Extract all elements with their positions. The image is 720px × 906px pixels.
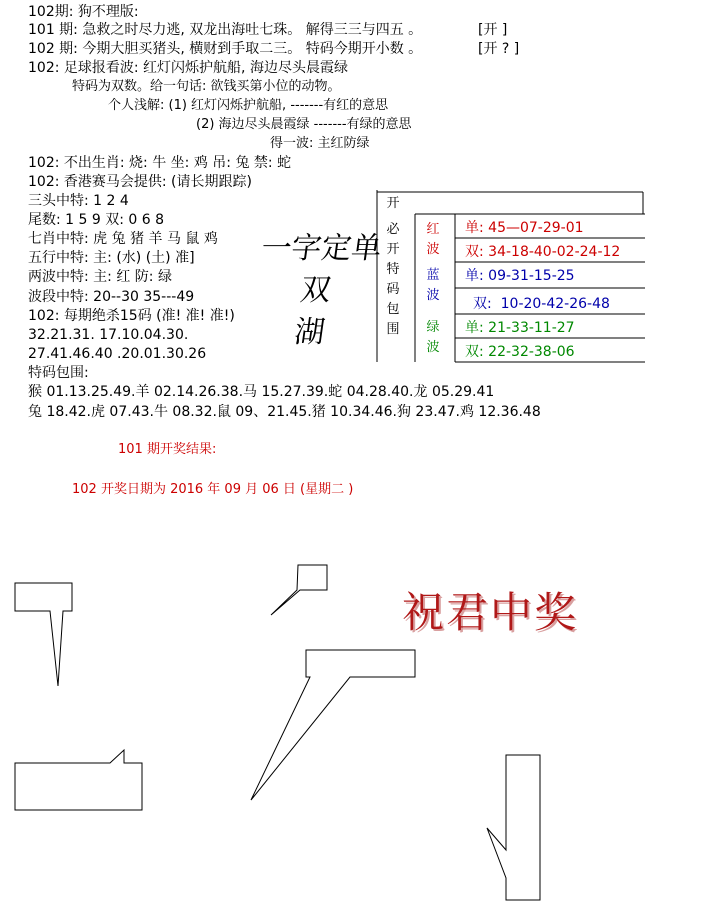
box-vertical-6: 围 — [386, 322, 400, 337]
red-label-2: 波 — [426, 242, 440, 257]
box-header: 开 — [386, 196, 400, 211]
blue-label-2: 波 — [426, 288, 440, 303]
line-6: 个人浅解: (1) 红灯闪烁护航船, -------有红的意思 — [108, 98, 389, 113]
row-value: 34-18-40-02-24-12 — [488, 244, 621, 260]
line-22: 兔 18.42.虎 07.43.牛 08.32.鼠 09、21.45.猪 10.34.46.狗 23.47.鸡 12.36.48 — [28, 404, 541, 420]
result-heading: 101 期开奖结果: — [118, 442, 217, 457]
line-3-tag: [开 ? ] — [478, 41, 520, 57]
good-luck-text: 祝君中奖 — [402, 588, 579, 637]
line-13: 七肖中特: 虎 兔 猪 羊 马 鼠 鸡 — [28, 231, 218, 247]
line-5: 特码为双数。给一句话: 欲钱买第小位的动物。 — [72, 79, 341, 94]
row-value: 45—07-29-01 — [488, 220, 584, 236]
line-2-tag: [开 ] — [478, 22, 508, 38]
line-18: 32.21.31. 17.10.04.30. — [28, 327, 189, 343]
calligraphy-line-1: 一字定单双 — [258, 231, 384, 308]
red-label-1: 红 — [426, 222, 440, 237]
line-20: 特码包围: — [28, 365, 89, 381]
line-15: 两波中特: 主: 红 防: 绿 — [28, 269, 172, 285]
line-9: 102: 不出生肖: 烧: 牛 坐: 鸡 吊: 兔 禁: 蛇 — [28, 155, 292, 171]
line-19: 27.41.46.40 .20.01.30.26 — [28, 346, 207, 362]
callout-shape-1 — [15, 583, 72, 686]
row-label: 双: — [465, 344, 484, 360]
box-vertical-1: 必 — [386, 222, 400, 237]
line-7: (2) 海边尽头晨霞绿 -------有绿的意思 — [196, 117, 412, 132]
blue-label-1: 蓝 — [426, 268, 440, 283]
line-2: 101 期: 急救之时尽力逃, 双龙出海吐七珠。 解得三三与四五 。 — [28, 22, 423, 38]
row-value: 22-32-38-06 — [488, 344, 575, 360]
callout-shape-5 — [487, 755, 540, 900]
row-value: 09-31-15-25 — [488, 268, 575, 284]
draw-date: 102 开奖日期为 2016 年 09 月 06 日 (星期二 ) — [72, 482, 354, 497]
line-11: 三头中特: 1 2 4 — [28, 193, 129, 209]
line-1: 102期: 狗不理版: — [28, 4, 139, 20]
line-10: 102: 香港赛马会提供: (请长期跟踪) — [28, 174, 252, 190]
line-17: 102: 每期绝杀15码 (准! 准! 准!) — [28, 308, 235, 324]
line-3: 102 期: 今期大胆买猪头, 横财到手取二三。 特码今期开小数 。 — [28, 41, 423, 57]
box-vertical-5: 包 — [386, 302, 400, 317]
green-label-1: 绿 — [426, 320, 440, 335]
line-12: 尾数: 1 5 9 双: 0 6 8 — [28, 212, 165, 228]
green-label-2: 波 — [426, 340, 440, 355]
line-16: 波段中特: 20--30 35---49 — [28, 289, 195, 305]
row-value: 10-20-42-26-48 — [500, 296, 610, 312]
row-label: 单: — [465, 320, 484, 336]
callout-shape-4 — [15, 750, 142, 810]
line-8: 得一波: 主红防绿 — [270, 136, 370, 151]
callout-shape-2 — [271, 565, 327, 615]
row-label: 单: — [465, 220, 484, 236]
box-vertical-4: 码 — [386, 282, 400, 297]
callout-shape-3 — [251, 650, 415, 800]
calligraphy-line-2: 湖 — [292, 315, 328, 350]
box-vertical-2: 开 — [386, 242, 400, 257]
row-label: 单: — [465, 268, 484, 284]
line-21: 猴 01.13.25.49.羊 02.14.26.38.马 15.27.39.蛇 04.28.40.龙 05.29.41 — [28, 384, 495, 400]
row-label: 双: — [465, 244, 484, 260]
line-14: 五行中特: 主: (水) (土) 准] — [28, 250, 195, 266]
line-4: 102: 足球报看波: 红灯闪烁护航船, 海边尽头晨霞绿 — [28, 60, 348, 76]
row-label: 双: — [473, 296, 492, 312]
row-value: 21-33-11-27 — [488, 320, 575, 336]
box-vertical-3: 特 — [386, 262, 400, 277]
